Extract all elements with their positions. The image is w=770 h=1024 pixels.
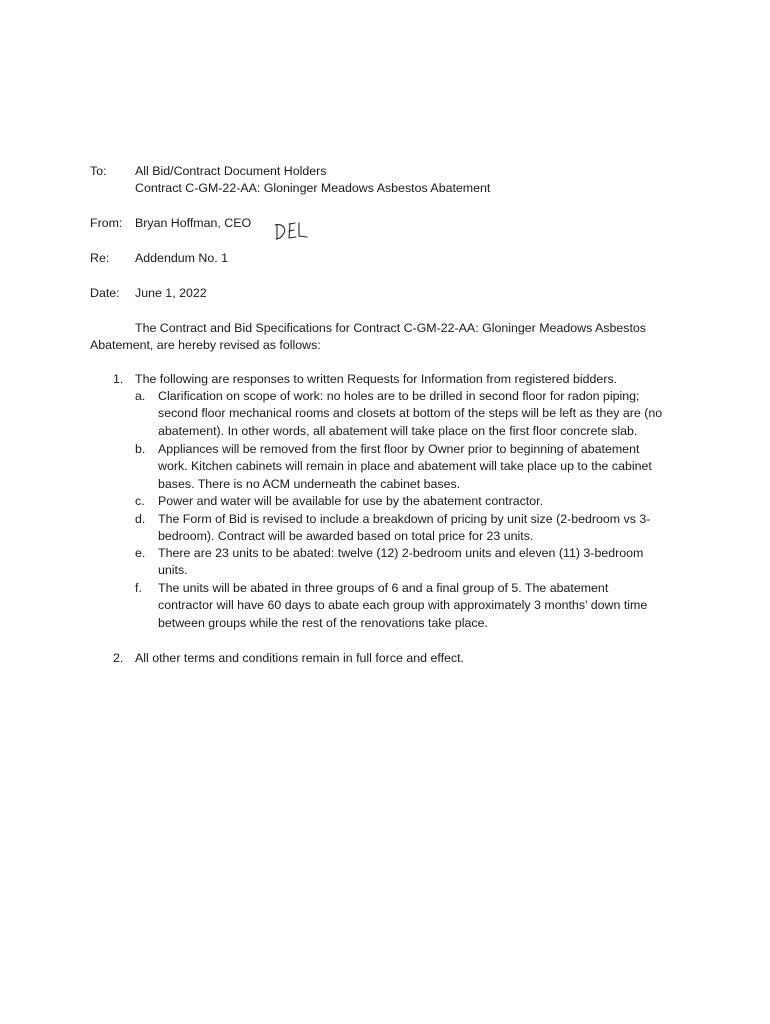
- item-2-number: 2.: [113, 651, 124, 665]
- subitem-f-line: contractor will have 60 days to abate each group with approximately 3 months’ down time: [158, 598, 648, 613]
- subitem-f-line: between groups while the rest of the renovations take place.: [158, 615, 488, 630]
- from-label: From:: [90, 216, 123, 230]
- subitem-c-line: Power and water will be available for use by the abatement contractor.: [158, 494, 544, 508]
- subitem-d-letter: d.: [135, 512, 146, 526]
- from-value: Bryan Hoffman, CEO: [135, 216, 252, 230]
- to-label: To:: [90, 164, 107, 178]
- subitem-e-line: units.: [158, 563, 188, 578]
- subitem-b-letter: b.: [135, 442, 146, 456]
- to-line-1: All Bid/Contract Document Holders: [135, 164, 327, 178]
- date-label: Date:: [90, 286, 120, 300]
- subitem-a-line: Clarification on scope of work: no holes are to be drilled in second floor for radon piping;: [158, 389, 640, 403]
- item-1-text: The following are responses to written Requests for Information from registered bidders.: [135, 372, 618, 386]
- subitem-a-letter: a.: [135, 389, 146, 403]
- subitem-d-line: The Form of Bid is revised to include a breakdown of pricing by unit size (2-bedroom vs 3-: [158, 512, 651, 526]
- item-2-text: All other terms and conditions remain in full force and effect.: [135, 651, 464, 665]
- subitem-f-line: The units will be abated in three groups of 6 and a final group of 5. The abatement: [158, 581, 609, 595]
- subitem-a-line: abatement). In other words, all abatement will take place on the first floor concrete slab.: [158, 423, 638, 438]
- re-label: Re:: [90, 251, 110, 265]
- subitem-e-letter: e.: [135, 546, 146, 560]
- intro-line-2: Abatement, are hereby revised as follows:: [90, 338, 321, 352]
- subitem-d-line: bedroom). Contract will be awarded based on total price for 23 units.: [158, 529, 534, 544]
- intro-line-1: The Contract and Bid Specifications for Contract C-GM-22-AA: Gloninger Meadows Asbestos: [135, 321, 646, 335]
- subitem-b-line: work. Kitchen cabinets will remain in place and abatement will take place up to the cabinet: [158, 459, 652, 474]
- subitem-c-letter: c.: [135, 494, 145, 508]
- subitem-f-letter: f.: [135, 581, 142, 595]
- subitem-b-line: bases. There is no ACM underneath the cabinet bases.: [158, 476, 461, 491]
- subitem-b-line: Appliances will be removed from the first floor by Owner prior to beginning of abatement: [158, 442, 640, 456]
- item-1-number: 1.: [113, 372, 124, 386]
- subitem-e-line: There are 23 units to be abated: twelve (12) 2-bedroom units and eleven (11) 3-bedroom: [158, 546, 644, 560]
- re-value: Addendum No. 1: [135, 251, 228, 265]
- handwritten-initials-signature: [274, 220, 310, 242]
- date-value: June 1, 2022: [135, 286, 207, 300]
- subitem-a-line: second floor mechanical rooms and closets at bottom of the steps will be left as they are (no: [158, 406, 663, 421]
- to-line-2: Contract C-GM-22-AA: Gloninger Meadows Asbestos Abatement: [135, 181, 491, 195]
